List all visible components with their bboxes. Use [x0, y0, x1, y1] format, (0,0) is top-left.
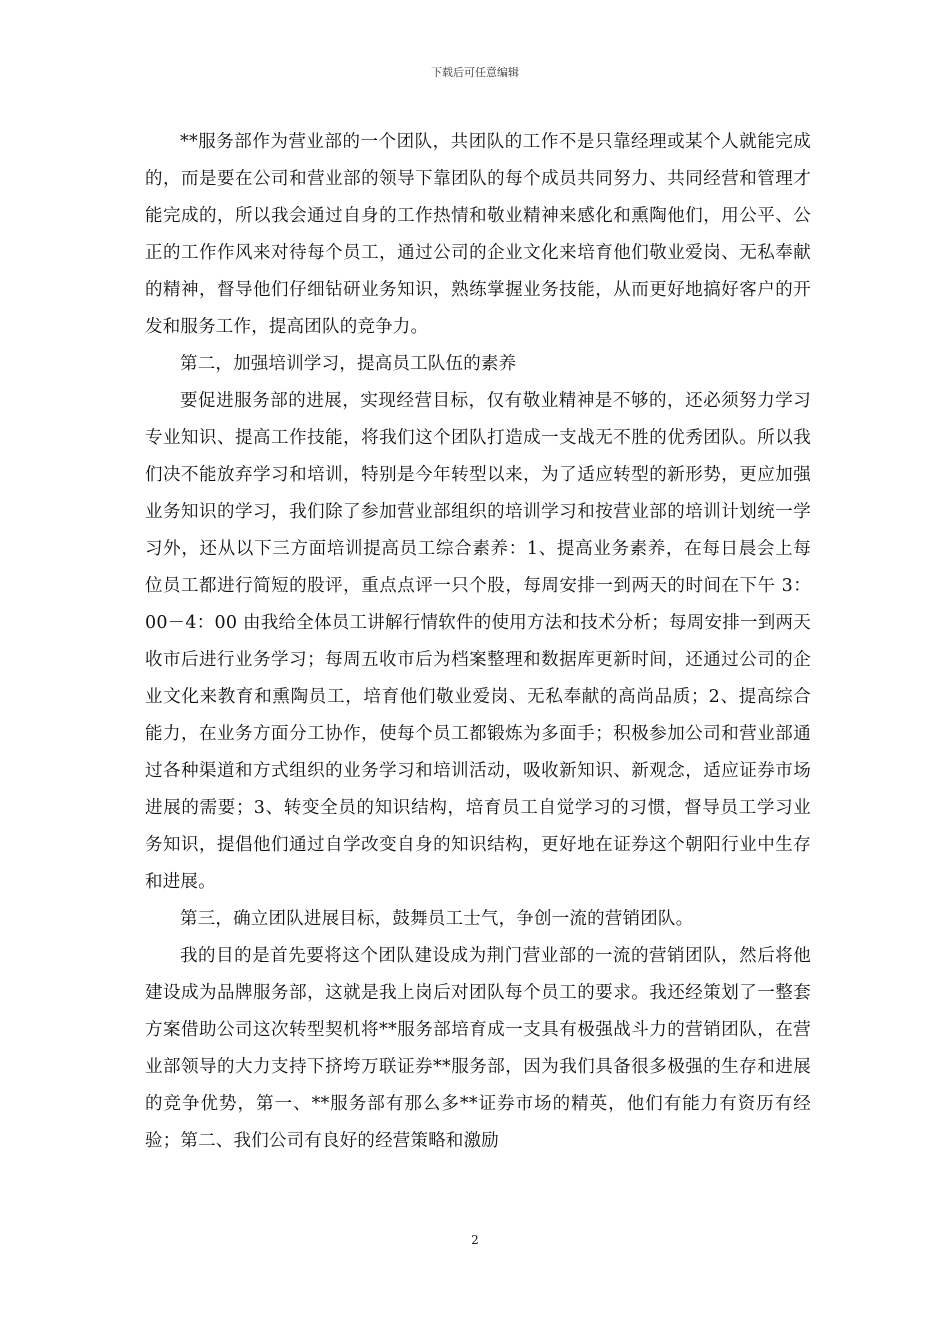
page-number: 2	[471, 1233, 479, 1247]
page-header: 下载后可任意编辑	[431, 66, 519, 79]
section-heading-goals: 第三，确立团队进展目标，鼓舞员工士气，争创一流的营销团队。	[180, 909, 694, 929]
paragraph-training: 要促进服务部的进展，实现经营目标，仅有敬业精神是不够的，还必须努力学习专业知识、提高工作技能，将我们这个团队打造成一支战无不胜的优秀团队。所以我们决不能放弃学习和培训，特别是今年转型以来，为了适应转型的新形势，更应加强业务知识的学习，我们除了参加营业部组织的培训学习和按营业部的培训计划统一学习外，还从以下三方面培训提高员工综合素养：1、提高业务素养，在每日晨会上每位员工都进行简短的股评，重点点评一只个股，每周安排一到两天的时间在下午 3：00－4：00 由我给全体员工讲解行情软件的使用方法和技术分析；每周安排一到两天收市后进行业务学习；每周五收市后为档案整理和数据库更新时间，还通过公司的企业文化来教育和熏陶员工，培育他们敬业爱岗、无私奉献的高尚品质；2、提高综合能力，在业务方面分工协作，使每个员工都锻炼为多面手；积极参加公司和营业部通过各种渠道和方式组织的业务学习和培训活动，吸收新知识、新观念，适应证券市场进展的需要；3、转变全员的知识结构，培育员工自觉学习的习惯，督导员工学习业务知识，提倡他们通过自学改变自身的知识结构，更好地在证券这个朝阳行业中生存和进展。	[145, 391, 811, 892]
section-heading-training: 第二，加强培训学习，提高员工队伍的素养	[180, 354, 517, 374]
paragraph-goals: 我的目的是首先要将这个团队建设成为荆门营业部的一流的营销团队，然后将他建设成为品牌服务部，这就是我上岗后对团队每个员工的要求。我还经策划了一整套方案借助公司这次转型契机将**服务部培育成一支具有极强战斗力的营销团队，在营业部领导的大力支持下挤垮万联证券**服务部，因为我们具备很多极强的生存和进展的竞争优势，第一、**服务部有那么多**证券市场的精英，他们有能力有资历有经验；第二、我们公司有良好的经营策略和激励	[145, 946, 811, 1151]
paragraph-team-spirit: **服务部作为营业部的一个团队，共团队的工作不是只靠经理或某个人就能完成的，而是要在公司和营业部的领导下靠团队的每个成员共同努力、共同经营和管理才能完成的，所以我会通过自身的工作热情和敬业精神来感化和熏陶他们，用公平、公正的工作作风来对待每个员工，通过公司的企业文化来培育他们敬业爱岗、无私奉献的精神，督导他们仔细钻研业务知识，熟练掌握业务技能，从而更好地搞好客户的开发和服务工作，提高团队的竞争力。	[145, 132, 811, 337]
document-body	[145, 124, 811, 1160]
